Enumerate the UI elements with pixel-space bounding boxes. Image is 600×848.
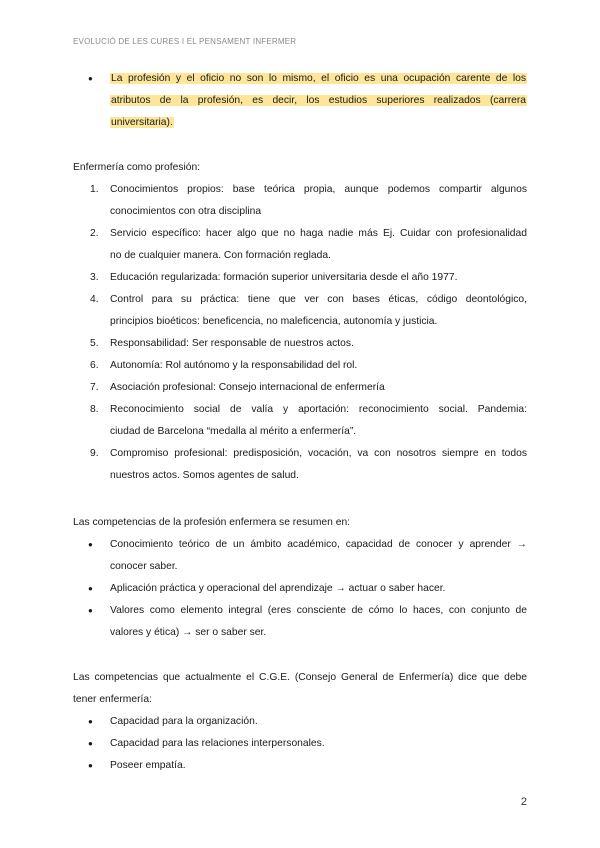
list-number: 6.: [90, 360, 99, 371]
bullet-list-item: [73, 600, 527, 644]
bullet-marker: ●: [88, 717, 93, 726]
bullet-list-item: [73, 711, 527, 733]
numbered-list-item: [73, 355, 527, 377]
list-number: 9.: [90, 448, 99, 459]
bullet-marker: ●: [88, 606, 93, 615]
numbered-list-item: [73, 289, 527, 333]
bullet-list: [73, 711, 527, 777]
list-item-text-line: Aplicación práctica y operacional del aprendizaje → actuar o saber hacer.: [110, 583, 446, 594]
page-number: 2: [520, 796, 527, 808]
list-item-text-line: conocer saber.: [110, 561, 178, 572]
bullet-list-item: [73, 733, 527, 755]
running-header: EVOLUCIÓ DE LES CURES I EL PENSAMENT INFERMER: [73, 37, 297, 46]
section-heading: Las competencias de la profesión enfermera se resumen en:: [73, 517, 351, 528]
list-item-text-line: Educación regularizada: formación superior universitaria desde el año 1977.: [110, 272, 458, 283]
list-number: 3.: [90, 272, 99, 283]
bullet-marker: ●: [88, 540, 93, 549]
list-item-text-line: conocimientos con otra disciplina: [110, 206, 262, 217]
bullet-list-item: [73, 534, 527, 578]
section-heading-line: tener enfermería:: [73, 694, 152, 705]
list-item-text-line: Control para su práctica: tiene que ver con bases éticas, código deontológico,: [110, 294, 527, 305]
list-item-text-line: principios bioéticos: beneficencia, no maleficencia, autonomía y justicia.: [110, 316, 438, 327]
bullet-list-item: [73, 578, 527, 600]
list-item-text-line: Autonomía: Rol autónomo y la responsabilidad del rol.: [110, 360, 358, 371]
list-number: 2.: [90, 228, 99, 239]
list-item-text-line: nuestros actos. Somos agentes de salud.: [110, 470, 299, 481]
list-item-text-line: ciudad de Barcelona “medalla al mérito a enfermería”.: [110, 426, 357, 437]
bullet-list-item: [73, 755, 527, 777]
highlighted-text-line: La profesión y el oficio no son lo mismo, el oficio es una ocupación carente de los: [111, 73, 526, 84]
list-item-text-line: Conocimiento teórico de un ámbito académico, capacidad de conocer y aprender →: [110, 539, 527, 550]
bullet-marker: ●: [88, 74, 93, 83]
list-item-text-line: Conocimientos propios: base teórica propia, aunque podemos compartir algunos: [110, 184, 527, 195]
highlighted-text-line: atributos de la profesión, es decir, los estudios superiores realizados (carrera: [111, 95, 526, 106]
list-item-text-line: Capacidad para la organización.: [110, 716, 258, 727]
numbered-list-item: [73, 443, 527, 487]
bullet-marker: ●: [88, 739, 93, 748]
bullet-marker: ●: [88, 584, 93, 593]
list-number: 5.: [90, 338, 99, 349]
numbered-list-item: [73, 179, 527, 223]
numbered-list-item: [73, 377, 527, 399]
highlighted-bullet: [73, 68, 527, 134]
list-number: 1.: [90, 184, 99, 195]
list-item-text-line: Asociación profesional: Consejo internacional de enfermería: [110, 382, 385, 393]
list-item-text-line: Compromiso profesional: predisposición, vocación, va con nosotros siempre en todos: [110, 448, 527, 459]
section-cge-competencies: [73, 667, 527, 777]
section-competencies: [73, 512, 527, 644]
numbered-list-item: [73, 223, 527, 267]
list-item-text-line: Valores como elemento integral (eres consciente de cómo lo haces, con conjunto de: [110, 605, 527, 616]
section-nursing-profession: [73, 157, 527, 487]
list-number: 8.: [90, 404, 99, 415]
list-number: 7.: [90, 382, 99, 393]
list-item-text-line: Capacidad para las relaciones interpersonales.: [110, 738, 325, 749]
section-heading: Enfermería como profesión:: [73, 162, 201, 173]
bullet-marker: ●: [88, 761, 93, 770]
section-heading-line: Las competencias que actualmente el C.G.E. (Consejo General de Enfermería) dice que debe: [73, 672, 527, 683]
list-item-text-line: Servicio específico: hacer algo que no haga nadie más Ej. Cuidar con profesionalidad: [110, 228, 527, 239]
list-number: 4.: [90, 294, 99, 305]
list-item-text-line: Reconocimiento social de valía y aportación: reconocimiento social. Pandemia:: [110, 404, 527, 415]
list-item-text-line: valores y ética) → ser o saber ser.: [110, 627, 267, 638]
list-item-text-line: Poseer empatía.: [110, 760, 186, 771]
list-item-text-line: Responsabilidad: Ser responsable de nuestros actos.: [110, 338, 354, 349]
numbered-list: [73, 179, 527, 487]
numbered-list-item: [73, 267, 527, 289]
numbered-list-item: [73, 399, 527, 443]
bullet-list: [73, 534, 527, 644]
numbered-list-item: [73, 333, 527, 355]
highlighted-text-line: universitaria).: [111, 117, 173, 128]
list-item-text-line: no de cualquier manera. Con formación reglada.: [110, 250, 331, 261]
